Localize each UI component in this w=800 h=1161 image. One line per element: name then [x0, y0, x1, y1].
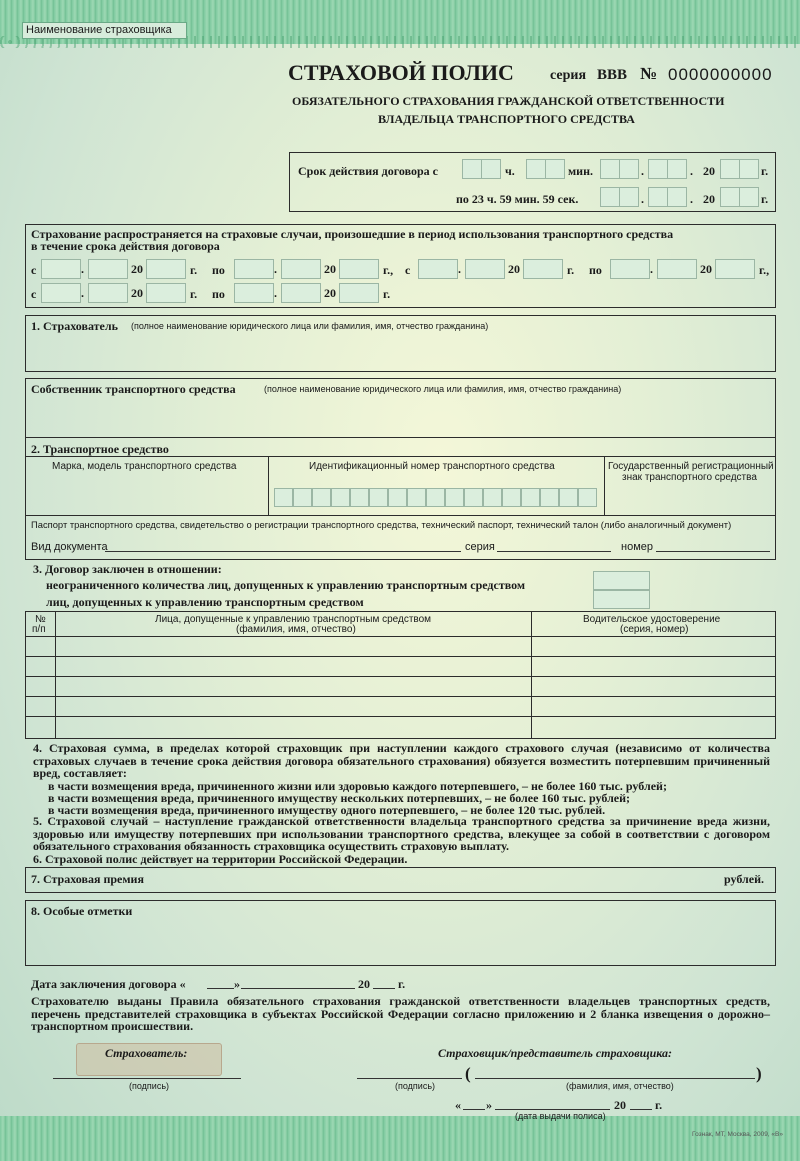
- period-to-label: по: [589, 263, 602, 277]
- year-suffix: г.,: [759, 263, 770, 277]
- policyholder-signature-label: Страхователь:: [105, 1046, 188, 1060]
- year-suffix: г.: [761, 192, 769, 206]
- doc-series-label: серия: [465, 541, 495, 553]
- divider: [25, 456, 775, 457]
- date-dot: .: [641, 192, 644, 206]
- subtitle-line1: ОБЯЗАТЕЛЬНОГО СТРАХОВАНИЯ ГРАЖДАНСКОЙ ОТВЕТСТВЕННОСТИ: [292, 94, 725, 108]
- date-dot: .: [641, 164, 644, 178]
- plate-header-line2: знак транспортного средства: [622, 472, 757, 483]
- year-cell-1[interactable]: [720, 159, 740, 179]
- period-from-label: с: [31, 263, 37, 277]
- insurer-name-field[interactable]: Наименование страховщика: [22, 22, 187, 39]
- period1-a-from-month-cell[interactable]: [88, 259, 128, 279]
- coverage-text-line1: Страхование распространяется на страховые случаи, произошедшие в период использования транспортного средства: [31, 227, 674, 241]
- premium-title: 7. Страховая премия: [31, 872, 144, 886]
- divider: [604, 456, 605, 516]
- term-6: 6. Страховой полис действует на территории Российской Федерации.: [33, 852, 408, 866]
- doc-number-label: номер: [621, 541, 653, 553]
- issue-day-line[interactable]: [463, 1109, 485, 1110]
- year-suffix: г.: [383, 287, 391, 301]
- number-sign: №: [640, 64, 658, 83]
- table-row: [25, 656, 775, 657]
- period1-b-to-year-cell[interactable]: [715, 259, 755, 279]
- vin-cell[interactable]: [559, 488, 578, 507]
- date-dot: .: [274, 262, 277, 276]
- table-row: [25, 716, 775, 717]
- issue-quote-open: «: [455, 1098, 461, 1112]
- date-dot: .: [650, 262, 653, 276]
- rules-issued-text: Страхователю выданы Правила обязательного страхования гражданской ответственности владельцев транспортных средств, перечень представителей страховщика в субъектах Российской Федерации согласно приложению и 2 бланка извещения о дорожно–транспортном происшествии.: [31, 994, 770, 1033]
- contract-month-line[interactable]: [241, 988, 355, 989]
- minute-cell-2[interactable]: [545, 159, 565, 179]
- issue-quote-close: »: [486, 1098, 492, 1112]
- date-dot: .: [81, 286, 84, 300]
- series-label: серия: [550, 68, 587, 83]
- vehicle-doc-text: Паспорт транспортного средства, свидетельство о регистрации транспортного средства, технический паспорт, технический талон (либо аналогичный документ): [31, 519, 732, 530]
- divider: [25, 515, 775, 516]
- year-prefix: 20: [508, 262, 520, 276]
- year-suffix: г.: [190, 263, 198, 277]
- vin-cell[interactable]: [483, 488, 502, 507]
- issue-year-prefix: 20: [614, 1098, 626, 1112]
- col-no-header-line2: п/п: [32, 624, 46, 635]
- vin-header: Идентификационный номер транспортного средства: [309, 461, 555, 472]
- day-cell-2[interactable]: [619, 159, 639, 179]
- date-dot: .: [458, 262, 461, 276]
- year-suffix: г.,: [383, 263, 394, 277]
- issue-month-line[interactable]: [495, 1109, 610, 1110]
- year-prefix: 20: [131, 262, 143, 276]
- contract-year-line[interactable]: [373, 988, 395, 989]
- period2-a-from-day-cell[interactable]: [41, 283, 81, 303]
- year-suffix: г.: [761, 164, 769, 178]
- vin-cell[interactable]: [578, 488, 597, 507]
- issue-year-suffix: г.: [655, 1098, 663, 1112]
- doc-type-label: Вид документа: [31, 541, 108, 553]
- period2-a-to-day-cell[interactable]: [234, 283, 274, 303]
- table-row: [25, 676, 775, 677]
- vin-cell[interactable]: [369, 488, 388, 507]
- policyholder-signature-line[interactable]: [53, 1078, 241, 1079]
- period1-a-from-year-cell[interactable]: [146, 259, 186, 279]
- month-cell-2[interactable]: [667, 159, 687, 179]
- divider: [55, 611, 56, 738]
- to-month-cell-1[interactable]: [648, 187, 668, 207]
- plate-header-line1: Государственный регистрационный: [608, 461, 774, 472]
- divider: [531, 611, 532, 738]
- issue-date-hint: (дата выдачи полиса): [515, 1111, 606, 1121]
- unlimited-drivers-checkbox[interactable]: [593, 571, 650, 590]
- vin-cell[interactable]: [274, 488, 293, 507]
- hours-label: ч.: [505, 164, 515, 178]
- year-prefix: 20: [700, 262, 712, 276]
- vin-cell[interactable]: [293, 488, 312, 507]
- period1-b-from-year-cell[interactable]: [523, 259, 563, 279]
- period2-a-to-year-cell[interactable]: [339, 283, 379, 303]
- table-row: [25, 696, 775, 697]
- period-from-label: с: [405, 263, 411, 277]
- owner-hint: (полное наименование юридического лица или фамилия, имя, отчество гражданина): [264, 384, 622, 394]
- year-prefix: 20: [703, 164, 715, 178]
- day-cell-1[interactable]: [600, 159, 620, 179]
- period1-b-from-month-cell[interactable]: [465, 259, 505, 279]
- col-license-header: Водительское удостоверение: [583, 614, 721, 625]
- vin-cell[interactable]: [540, 488, 559, 507]
- col-person-header-line2: (фамилия, имя, отчество): [236, 624, 356, 635]
- doc-series-line[interactable]: [497, 551, 611, 552]
- insurer-signature-label: Страховщик/представитель страховщика:: [438, 1046, 673, 1060]
- minutes-label: мин.: [568, 164, 594, 178]
- vehicle-title: 2. Транспортное средство: [31, 442, 169, 456]
- date-dot: .: [690, 192, 693, 206]
- vin-cell[interactable]: [426, 488, 445, 507]
- year-prefix: 20: [324, 286, 336, 300]
- year-cell-2[interactable]: [739, 159, 759, 179]
- series-value: ВВВ: [597, 67, 628, 83]
- to-month-cell-2[interactable]: [667, 187, 687, 207]
- minute-cell-1[interactable]: [526, 159, 546, 179]
- term-4b: в части возмещения вреда, причиненного имуществу нескольких потерпевших, – не более 160 тыс. рублей;: [48, 791, 631, 805]
- insurer-name-line[interactable]: [475, 1078, 755, 1079]
- period1-a-to-year-cell[interactable]: [339, 259, 379, 279]
- policy-title: СТРАХОВОЙ ПОЛИС: [288, 60, 514, 85]
- subtitle-line2: ВЛАДЕЛЬЦА ТРАНСПОРТНОГО СРЕДСТВА: [378, 112, 635, 126]
- printer-imprint: Гознак, МТ, Москва, 2009, «В»: [692, 1131, 783, 1138]
- period1-a-to-month-cell[interactable]: [281, 259, 321, 279]
- to-year-cell-1[interactable]: [720, 187, 740, 207]
- validity-to-label: по 23 ч. 59 мин. 59 сек.: [456, 192, 579, 206]
- insurer-signature-hint: (подпись): [395, 1081, 436, 1091]
- year-prefix: 20: [324, 262, 336, 276]
- contract-date-label: Дата заключения договора «: [31, 977, 186, 991]
- vin-cell[interactable]: [502, 488, 521, 507]
- period-to-label: по: [212, 287, 225, 301]
- table-row: [25, 636, 775, 637]
- period2-a-from-month-cell[interactable]: [88, 283, 128, 303]
- period1-a-to-day-cell[interactable]: [234, 259, 274, 279]
- period2-a-to-month-cell[interactable]: [281, 283, 321, 303]
- unlimited-drivers-option: неограниченного количества лиц, допущенных к управлению транспортным средством: [46, 578, 526, 592]
- doc-number-line[interactable]: [656, 551, 770, 552]
- contract-year-prefix: 20: [358, 977, 370, 991]
- vin-cell[interactable]: [350, 488, 369, 507]
- owner-title: Собственник транспортного средства: [31, 382, 236, 396]
- year-suffix: г.: [567, 263, 575, 277]
- divider: [25, 437, 775, 438]
- contract-day-line[interactable]: [207, 988, 234, 989]
- date-dot: .: [274, 286, 277, 300]
- period1-b-from-day-cell[interactable]: [418, 259, 458, 279]
- vin-cell[interactable]: [521, 488, 540, 507]
- term-5: 5. Страховой случай – наступление гражданской ответственности владельца транспортного средства за причинение вреда жизни, здоровью или имуществу потерпевших при использовании транспортного средства, влекущее за собой в соответствии с договором обязательного страхования обязанность страховщика осуществить страховую выплату.: [33, 814, 770, 853]
- period1-a-from-day-cell[interactable]: [41, 259, 81, 279]
- contract-date-quote: »: [234, 977, 240, 991]
- period2-a-from-year-cell[interactable]: [146, 283, 186, 303]
- vin-cell[interactable]: [464, 488, 483, 507]
- to-day-cell-2[interactable]: [619, 187, 639, 207]
- policyholder-signature-hint: (подпись): [129, 1081, 170, 1091]
- col-no-header: №: [35, 614, 46, 625]
- term-4c: в части возмещения вреда, причиненного имуществу одного потерпевшего, – не более 120 тыс. рублей.: [48, 803, 606, 817]
- divider: [268, 456, 269, 516]
- insurer-signature-line[interactable]: [357, 1078, 462, 1079]
- vin-cell[interactable]: [312, 488, 331, 507]
- term-4: 4. Страховая сумма, в пределах которой страховщик при наступлении каждого страхового случая (независимо от количества страховых случаев в течение срока действия договора обязательного страхования) обязуется возместить потерпевшим причиненный вред, составляет:: [33, 741, 770, 780]
- period1-b-to-month-cell[interactable]: [657, 259, 697, 279]
- open-paren: (: [465, 1064, 471, 1083]
- period-from-label: с: [31, 287, 37, 301]
- hour-cell-2[interactable]: [481, 159, 501, 179]
- vin-cell[interactable]: [407, 488, 426, 507]
- year-prefix: 20: [131, 286, 143, 300]
- date-dot: .: [81, 262, 84, 276]
- special-notes-title: 8. Особые отметки: [31, 904, 133, 918]
- month-cell-1[interactable]: [648, 159, 668, 179]
- to-year-cell-2[interactable]: [739, 187, 759, 207]
- section3-title: 3. Договор заключен в отношении:: [33, 562, 222, 576]
- year-prefix: 20: [703, 192, 715, 206]
- listed-drivers-option: лиц, допущенных к управлению транспортным средством: [46, 595, 364, 609]
- hour-cell-1[interactable]: [462, 159, 482, 179]
- validity-from-label: Срок действия договора с: [298, 164, 438, 178]
- policyholder-title: 1. Страхователь: [31, 319, 118, 333]
- period-to-label: по: [212, 263, 225, 277]
- bottom-guilloche-band: [0, 1116, 800, 1161]
- col-person-header: Лица, допущенные к управлению транспортным средством: [155, 614, 432, 625]
- insurer-name-hint: (фамилия, имя, отчество): [566, 1081, 674, 1091]
- close-paren: ): [756, 1064, 762, 1083]
- date-dot: .: [690, 164, 693, 178]
- period1-b-to-day-cell[interactable]: [610, 259, 650, 279]
- year-suffix: г.: [190, 287, 198, 301]
- policy-number: 0000000000: [668, 65, 773, 84]
- coverage-text-line2: в течение срока действия договора: [31, 239, 220, 253]
- listed-drivers-checkbox[interactable]: [593, 590, 650, 609]
- special-notes-box[interactable]: [25, 900, 776, 966]
- premium-currency: рублей.: [724, 872, 765, 886]
- doc-type-line[interactable]: [105, 551, 461, 552]
- vin-cell[interactable]: [388, 488, 407, 507]
- policyholder-hint: (полное наименование юридического лица или фамилия, имя, отчество гражданина): [131, 321, 489, 331]
- contract-year-suffix: г.: [398, 977, 406, 991]
- issue-year-line[interactable]: [630, 1109, 652, 1110]
- to-day-cell-1[interactable]: [600, 187, 620, 207]
- col-license-header-line2: (серия, номер): [620, 624, 689, 635]
- term-4a: в части возмещения вреда, причиненного жизни или здоровью каждого потерпевшего, – не более 160 тыс. рублей;: [48, 779, 667, 793]
- vin-cell[interactable]: [331, 488, 350, 507]
- make-model-header: Марка, модель транспортного средства: [52, 461, 237, 472]
- vin-cell[interactable]: [445, 488, 464, 507]
